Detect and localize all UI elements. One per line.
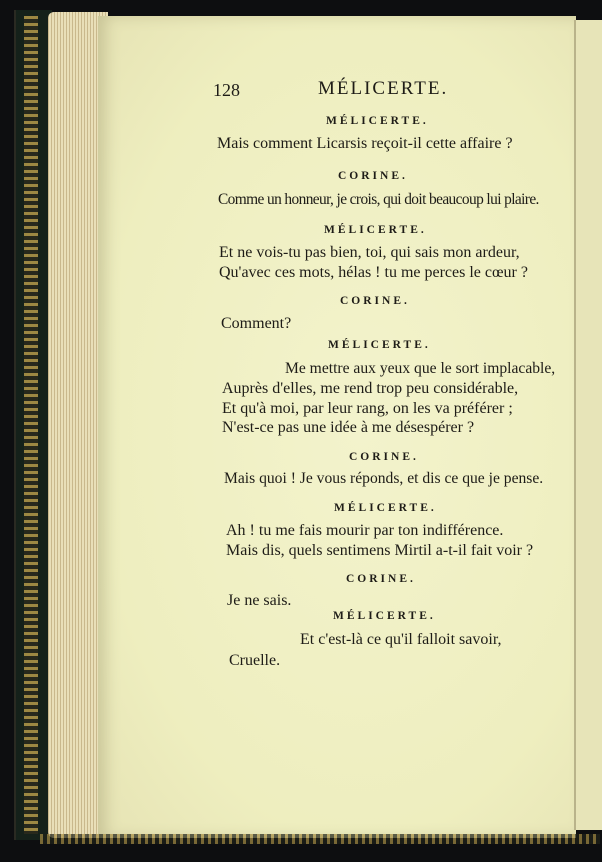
verse-line: Mais comment Licarsis reçoit-il cette affaire ? bbox=[217, 135, 513, 152]
binding-bottom-ornament bbox=[40, 834, 600, 844]
speaker-name: CORINE. bbox=[338, 170, 408, 182]
verse-line: Mais quoi ! Je vous réponds, et dis ce que je pense. bbox=[224, 470, 544, 487]
verse-line: Me mettre aux yeux que le sort implacable, bbox=[285, 360, 556, 377]
speaker-name: CORINE. bbox=[346, 573, 416, 585]
speaker-name: MÉLICERTE. bbox=[328, 339, 431, 351]
verse-line: Qu'avec ces mots, hélas ! tu me perces le cœur ? bbox=[219, 264, 528, 281]
verse-line: Et ne vois-tu pas bien, toi, qui sais mon ardeur, bbox=[219, 244, 520, 261]
book-binding bbox=[14, 10, 52, 840]
verse-line: Ah ! tu me fais mourir par ton indifférence. bbox=[226, 522, 504, 539]
verse-line: Et qu'à moi, par leur rang, on les va préférer ; bbox=[222, 400, 513, 417]
running-head: MÉLICERTE. bbox=[318, 78, 449, 99]
verse-line: Comment? bbox=[221, 315, 292, 332]
verse-line: Comme un honneur, je crois, qui doit beaucoup lui plaire. bbox=[218, 191, 539, 208]
speaker-name: MÉLICERTE. bbox=[326, 115, 429, 127]
speaker-name: CORINE. bbox=[340, 295, 410, 307]
speaker-name: MÉLICERTE. bbox=[324, 224, 427, 236]
speaker-name: CORINE. bbox=[349, 451, 419, 463]
verse-line: Auprès d'elles, me rend trop peu considérable, bbox=[222, 380, 519, 397]
verse-line: Mais dis, quels sentimens Mirtil a-t-il fait voir ? bbox=[226, 542, 534, 559]
facing-page-edge bbox=[574, 20, 602, 830]
verse-line: Et c'est-là ce qu'il falloit savoir, bbox=[300, 631, 502, 648]
verse-line: N'est-ce pas une idée à me désespérer ? bbox=[222, 419, 475, 436]
page-number: 128 bbox=[213, 80, 240, 100]
verse-line: Cruelle. bbox=[229, 652, 281, 669]
verse-line: Je ne sais. bbox=[227, 592, 292, 609]
speaker-name: MÉLICERTE. bbox=[334, 502, 437, 514]
binding-ornament bbox=[24, 16, 38, 834]
speaker-name: MÉLICERTE. bbox=[333, 610, 436, 622]
